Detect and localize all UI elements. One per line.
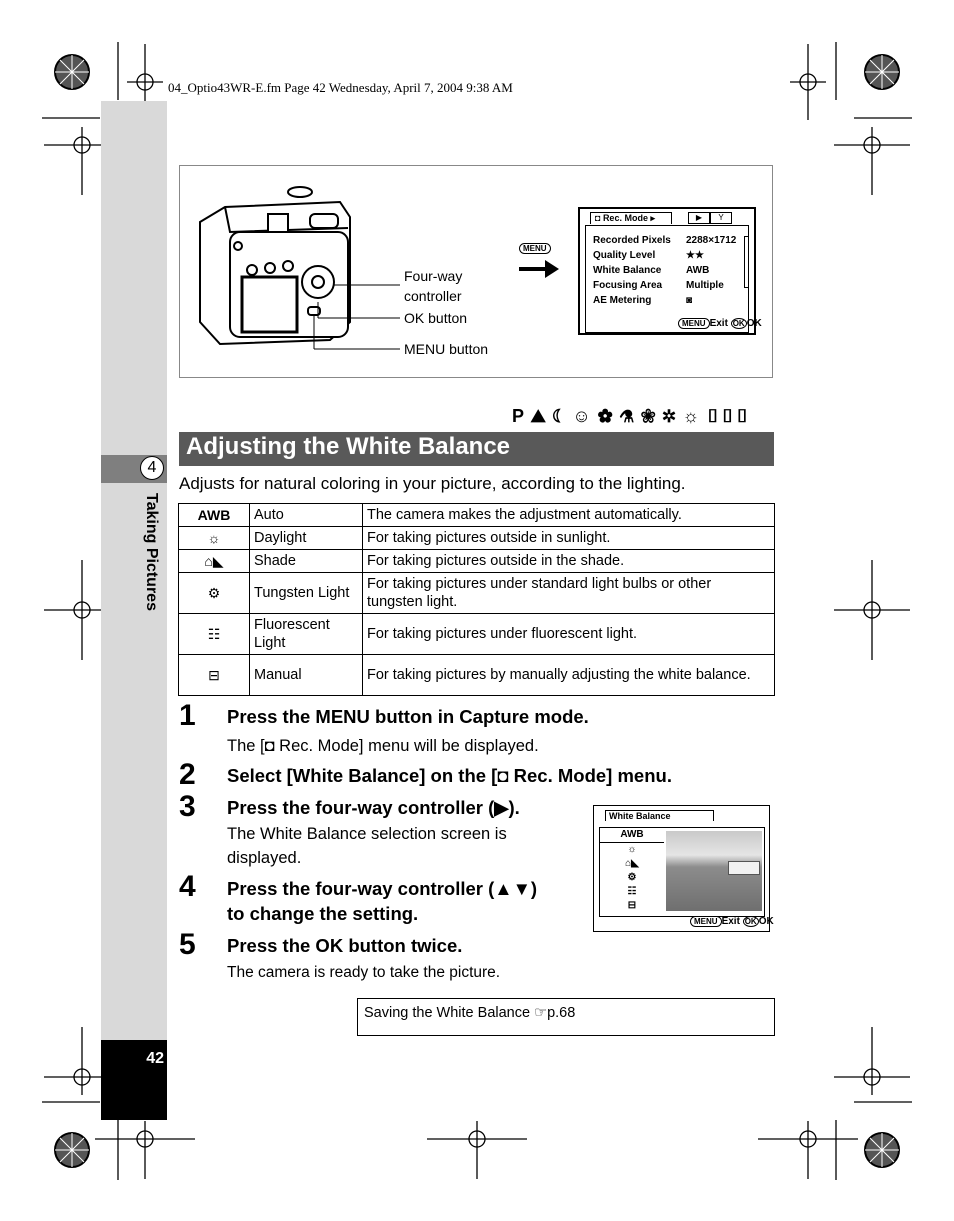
table-row [179,573,775,614]
rec-mode-tab: ◘ Rec. Mode ▸ [590,212,672,224]
wb-mode-icon: ☷ [179,614,250,655]
wb-screen-footer: MENU Exit OK OK [690,916,774,927]
right-arrow-icon [517,258,561,280]
wb-mode-name: Auto [250,504,363,527]
camera-icon: ◘ [595,213,603,223]
lcd-row-label: Focusing Area [593,280,663,291]
step-3-text: Press the four-way controller (▶). [227,797,520,818]
step-1-number: 1 [179,699,196,732]
lcd-menu-row [593,233,743,248]
reference-note: Saving the White Balance ☞p.68 [357,998,775,1036]
wb-mode-description: For taking pictures by manually adjusting the white balance. [363,655,775,696]
wb-mode-icon: ☼ [179,527,250,550]
step-3-sub-2: displayed. [227,849,302,867]
lcd-row-label: White Balance [593,265,662,276]
section-title-bar [179,432,774,466]
wb-mode-icon: AWB [179,504,250,527]
wb-mode-name: Fluorescent Light [250,614,363,655]
lcd-row-value: 2288×1712 [686,235,737,246]
wb-option: ⊟ [627,900,637,911]
wb-screen-tab: White Balance [605,810,714,821]
lcd-row-label: Recorded Pixels [593,235,671,246]
scrollbar [744,236,749,288]
table-row [179,550,775,573]
camera-illustration [190,182,400,357]
step-1-sub: The [◘ Rec. Mode] menu will be displayed. [227,737,539,755]
wb-option-selected: AWB [600,828,664,843]
wb-mode-description: For taking pictures outside in sunlight. [363,527,775,550]
table-row [179,614,775,655]
playback-tab-icon: ▶ [688,212,710,224]
wb-option: ⚙ [627,872,637,883]
rec-mode-lcd [578,207,762,335]
chapter-number: 4 [140,456,164,480]
lcd-footer: MENU Exit OK OK [678,318,762,329]
lcd-row-value: ◙ [686,295,693,306]
wb-mode-name: Shade [250,550,363,573]
wb-mode-name: Manual [250,655,363,696]
step-2-text: Select [White Balance] on the [◘ Rec. Mode] menu. [227,765,672,786]
intro-text: Adjusts for natural coloring in your picture, according to the lighting. [179,474,686,493]
wb-mode-description: For taking pictures under standard light bulbs or other tungsten light. [363,573,775,614]
menu-button-icon: MENU [519,238,551,256]
lcd-row-value: ★★ [686,250,704,261]
step-5-number: 5 [179,928,196,961]
chapter-title: Taking Pictures [143,493,160,611]
step-2-number: 2 [179,758,196,791]
wb-mode-icon: ⌂◣ [179,550,250,573]
four-way-callout: Four-way controller [404,268,463,304]
lcd-menu-row [593,263,743,278]
wb-mode-description: For taking pictures outside in the shade. [363,550,775,573]
wb-option: ☼ [627,844,637,855]
wb-option: ☷ [627,886,637,897]
wb-screen-body [599,827,765,917]
file-header: 04_Optio43WR-E.fm Page 42 Wednesday, April 7, 2004 9:38 AM [168,80,513,95]
white-balance-table [178,503,775,696]
step-4-text-1: Press the four-way controller (▲▼) [227,878,538,899]
step-5-sub: The camera is ready to take the picture. [227,964,501,981]
menu-button-callout: MENU button [404,341,489,357]
wb-mode-description: For taking pictures under fluorescent light. [363,614,775,655]
wb-mode-description: The camera makes the adjustment automatically. [363,504,775,527]
wb-mode-name: Daylight [250,527,363,550]
lcd-menu-row [593,248,743,263]
step-3-sub-1: The White Balance selection screen is [227,825,507,843]
mode-icons: P ⛰ ☾ ☺ ✿ ⚗ ❀ ✲ ☼ ▯▯▯ [512,406,751,426]
table-row [179,655,775,696]
section-title: Adjusting the White Balance [186,433,511,460]
step-1-text: Press the MENU button in Capture mode. [227,706,589,727]
step-4-text-2: to change the setting. [227,903,419,924]
wb-mode-name: Tungsten Light [250,573,363,614]
preview-image [666,831,762,911]
page-number: 42 [146,1050,164,1067]
ok-button-callout: OK button [404,310,468,326]
step-4-number: 4 [179,870,196,903]
table-row [179,504,775,527]
white-balance-screen [593,805,774,932]
lcd-row-label: AE Metering [593,295,652,306]
lcd-menu-row [593,278,743,293]
wb-option: ⌂◣ [625,858,639,869]
step-5-text: Press the OK button twice. [227,935,463,956]
wb-mode-icon: ⊟ [179,655,250,696]
table-row [179,527,775,550]
lcd-row-label: Quality Level [593,250,656,261]
lcd-menu-list [585,225,762,333]
wb-mode-icon: ⚙ [179,573,250,614]
lcd-row-value: AWB [686,265,710,276]
lcd-row-value: Multiple [686,280,724,291]
step-3-number: 3 [179,790,196,823]
setup-tab-icon: Y [710,212,732,224]
lcd-menu-row [593,293,743,308]
